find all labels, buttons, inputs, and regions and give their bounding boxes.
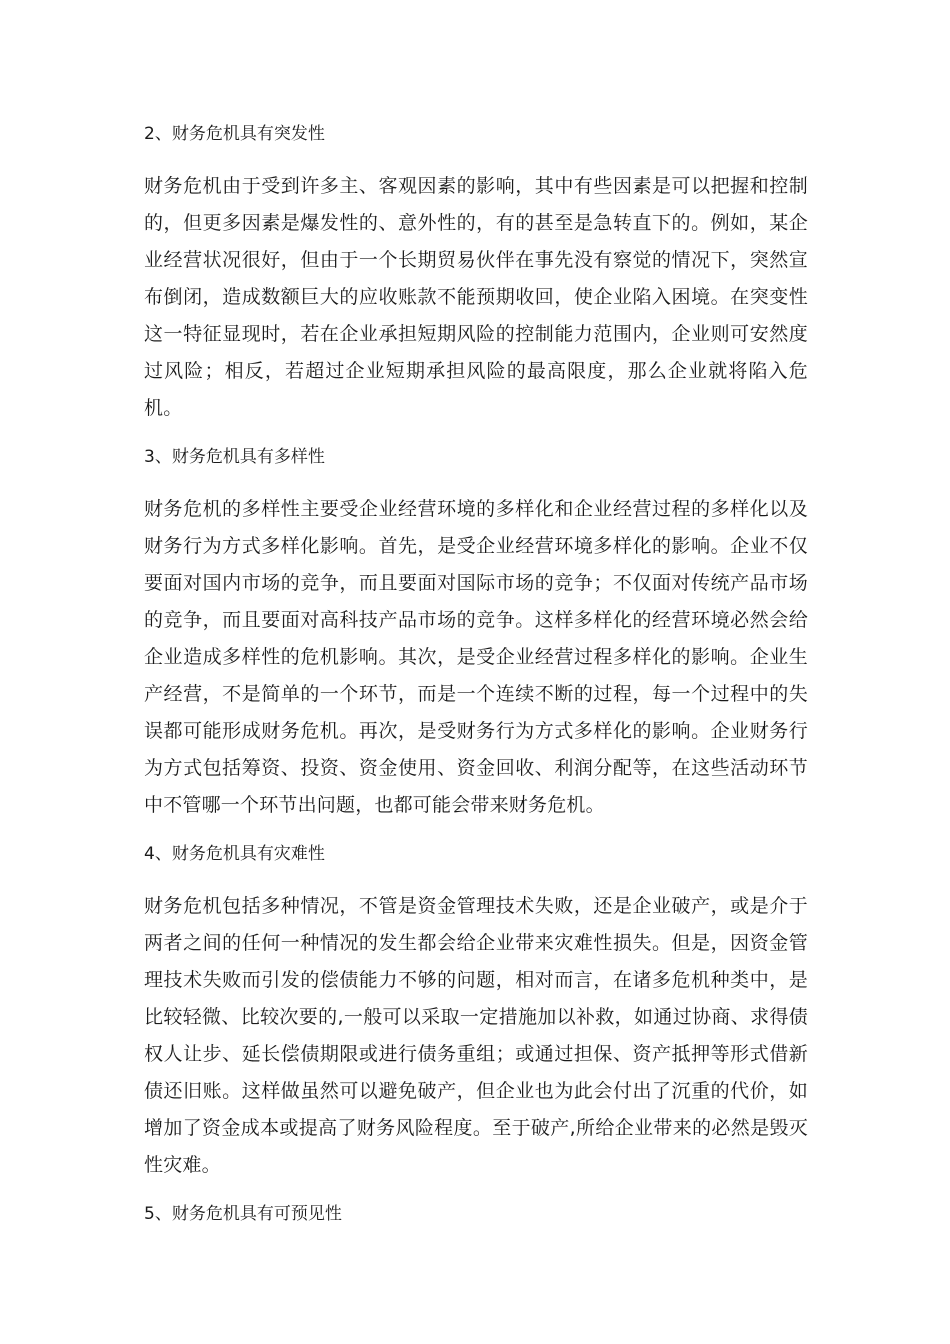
section-heading-3: 3、财务危机具有多样性	[144, 447, 325, 467]
section-paragraph-2: 财务危机由于受到许多主、客观因素的影响，其中有些因素是可以把握和控制的，但更多因素是爆发性的、意外性的，有的甚至是急转直下的。例如，某企业经营状况很好，但由于一个长期贸易伙伴在事先没有察觉的情况下，突然宣布倒闭，造成数额巨大的应收账款不能预期收回，使企业陷入困境。在突变性这一特征显现时，若在企业承担短期风险的控制能力范围内，企业则可安然度过风险；相反，若超过企业短期承担风险的最高限度，那么企业就将陷入危机。	[144, 175, 808, 419]
section-paragraph-4: 财务危机包括多种情况，不管是资金管理技术失败，还是企业破产，或是介于两者之间的任何一种情况的发生都会给企业带来灾难性损失。但是，因资金管理技术失败而引发的偿债能力不够的问题，相对而言，在诸多危机种类中，是比较轻微、比较次要的,一般可以采取一定措施加以补救，如通过协商、求得债权人让步、延长偿债期限或进行债务重组；或通过担保、资产抵押等形式借新债还旧账。这样做虽然可以避免破产，但企业也为此会付出了沉重的代价，如增加了资金成本或提高了财务风险程度。至于破产,所给企业带来的必然是毁灭性灾难。	[144, 895, 808, 1176]
section-heading-5: 5、财务危机具有可预见性	[144, 1204, 342, 1224]
section-heading-2: 2、财务危机具有突发性	[144, 124, 325, 144]
section-heading-4: 4、财务危机具有灾难性	[144, 844, 325, 864]
document-body	[144, 120, 808, 1248]
section-paragraph-3: 财务危机的多样性主要受企业经营环境的多样化和企业经营过程的多样化以及财务行为方式多样化影响。首先，是受企业经营环境多样化的影响。企业不仅要面对国内市场的竞争，而且要面对国际市场的竞争；不仅面对传统产品市场的竞争，而且要面对高科技产品市场的竞争。这样多样化的经营环境必然会给企业造成多样性的危机影响。其次，是受企业经营过程多样化的影响。企业生产经营，不是简单的一个环节，而是一个连续不断的过程，每一个过程中的失误都可能形成财务危机。再次，是受财务行为方式多样化的影响。企业财务行为方式包括筹资、投资、资金使用、资金回收、利润分配等，在这些活动环节中不管哪一个环节出问题，也都可能会带来财务危机。	[144, 498, 808, 816]
